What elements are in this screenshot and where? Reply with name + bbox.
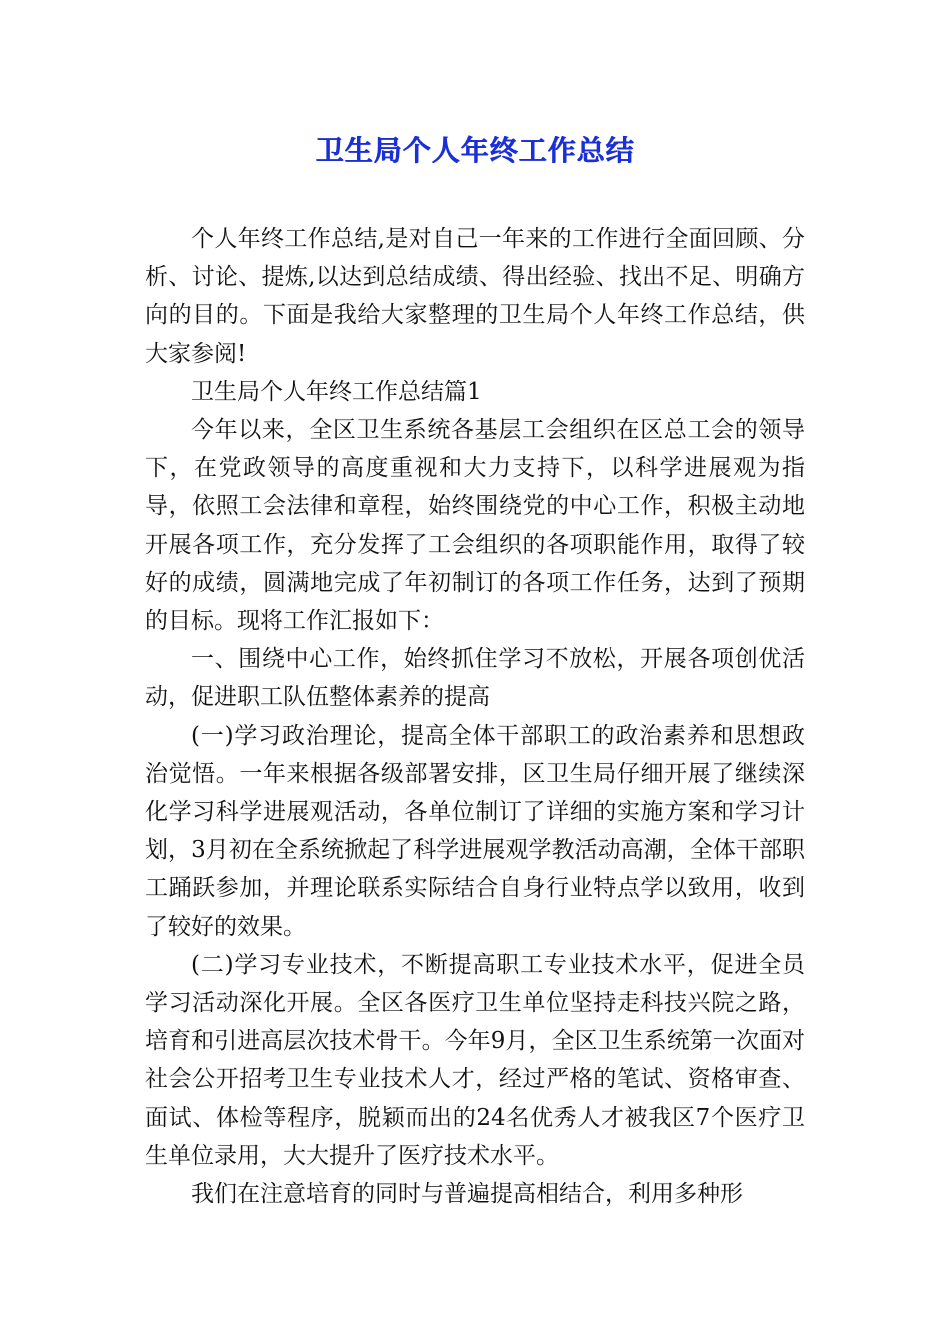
section-heading: 卫生局个人年终工作总结篇1 (191, 378, 482, 405)
body-paragraph: 我们在注意培育的同时与普遍提高相结合，利用多种形 (191, 1181, 743, 1208)
document-body (145, 220, 805, 1213)
subsection-heading: 一、围绕中心工作，始终抓住学习不放松，开展各项创优活动，促进职工队伍整体素养的提高 (145, 646, 805, 711)
body-paragraph: (一)学习政治理论，提高全体干部职工的政治素养和思想政治觉悟。一年来根据各级部署安排，区卫生局仔细开展了继续深化学习科学进展观活动，各单位制订了详细的实施方案和学习计划，3月初在全系统掀起了科学进展观学教活动高潮，全体干部职工踊跃参加，并理论联系实际结合自身行业特点学以致用，收到了较好的效果。 (145, 722, 805, 940)
document-title: 卫生局个人年终工作总结 (315, 134, 635, 167)
body-paragraph: (二)学习专业技术，不断提高职工专业技术水平，促进全员学习活动深化开展。全区各医疗卫生单位坚持走科技兴院之路，培育和引进高层次技术骨干。今年9月，全区卫生系统第一次面对社会公开招考卫生专业技术人才，经过严格的笔试、资格审查、面试、体检等程序，脱颖而出的24名优秀人才被我区7个医疗卫生单位录用，大大提升了医疗技术水平。 (145, 951, 805, 1169)
intro-paragraph: 个人年终工作总结,是对自己一年来的工作进行全面回顾、分析、讨论、提炼,以达到总结成绩、得出经验、找出不足、明确方向的目的。下面是我给大家整理的卫生局个人年终工作总结，供大家参阅! (145, 226, 805, 367)
body-paragraph: 今年以来，全区卫生系统各基层工会组织在区总工会的领导下，在党政领导的高度重视和大力支持下，以科学进展观为指导，依照工会法律和章程，始终围绕党的中心工作，积极主动地开展各项工作，充分发挥了工会组织的各项职能作用，取得了较好的成绩，圆满地完成了年初制订的各项工作任务，达到了预期的目标。现将工作汇报如下： (145, 417, 805, 635)
